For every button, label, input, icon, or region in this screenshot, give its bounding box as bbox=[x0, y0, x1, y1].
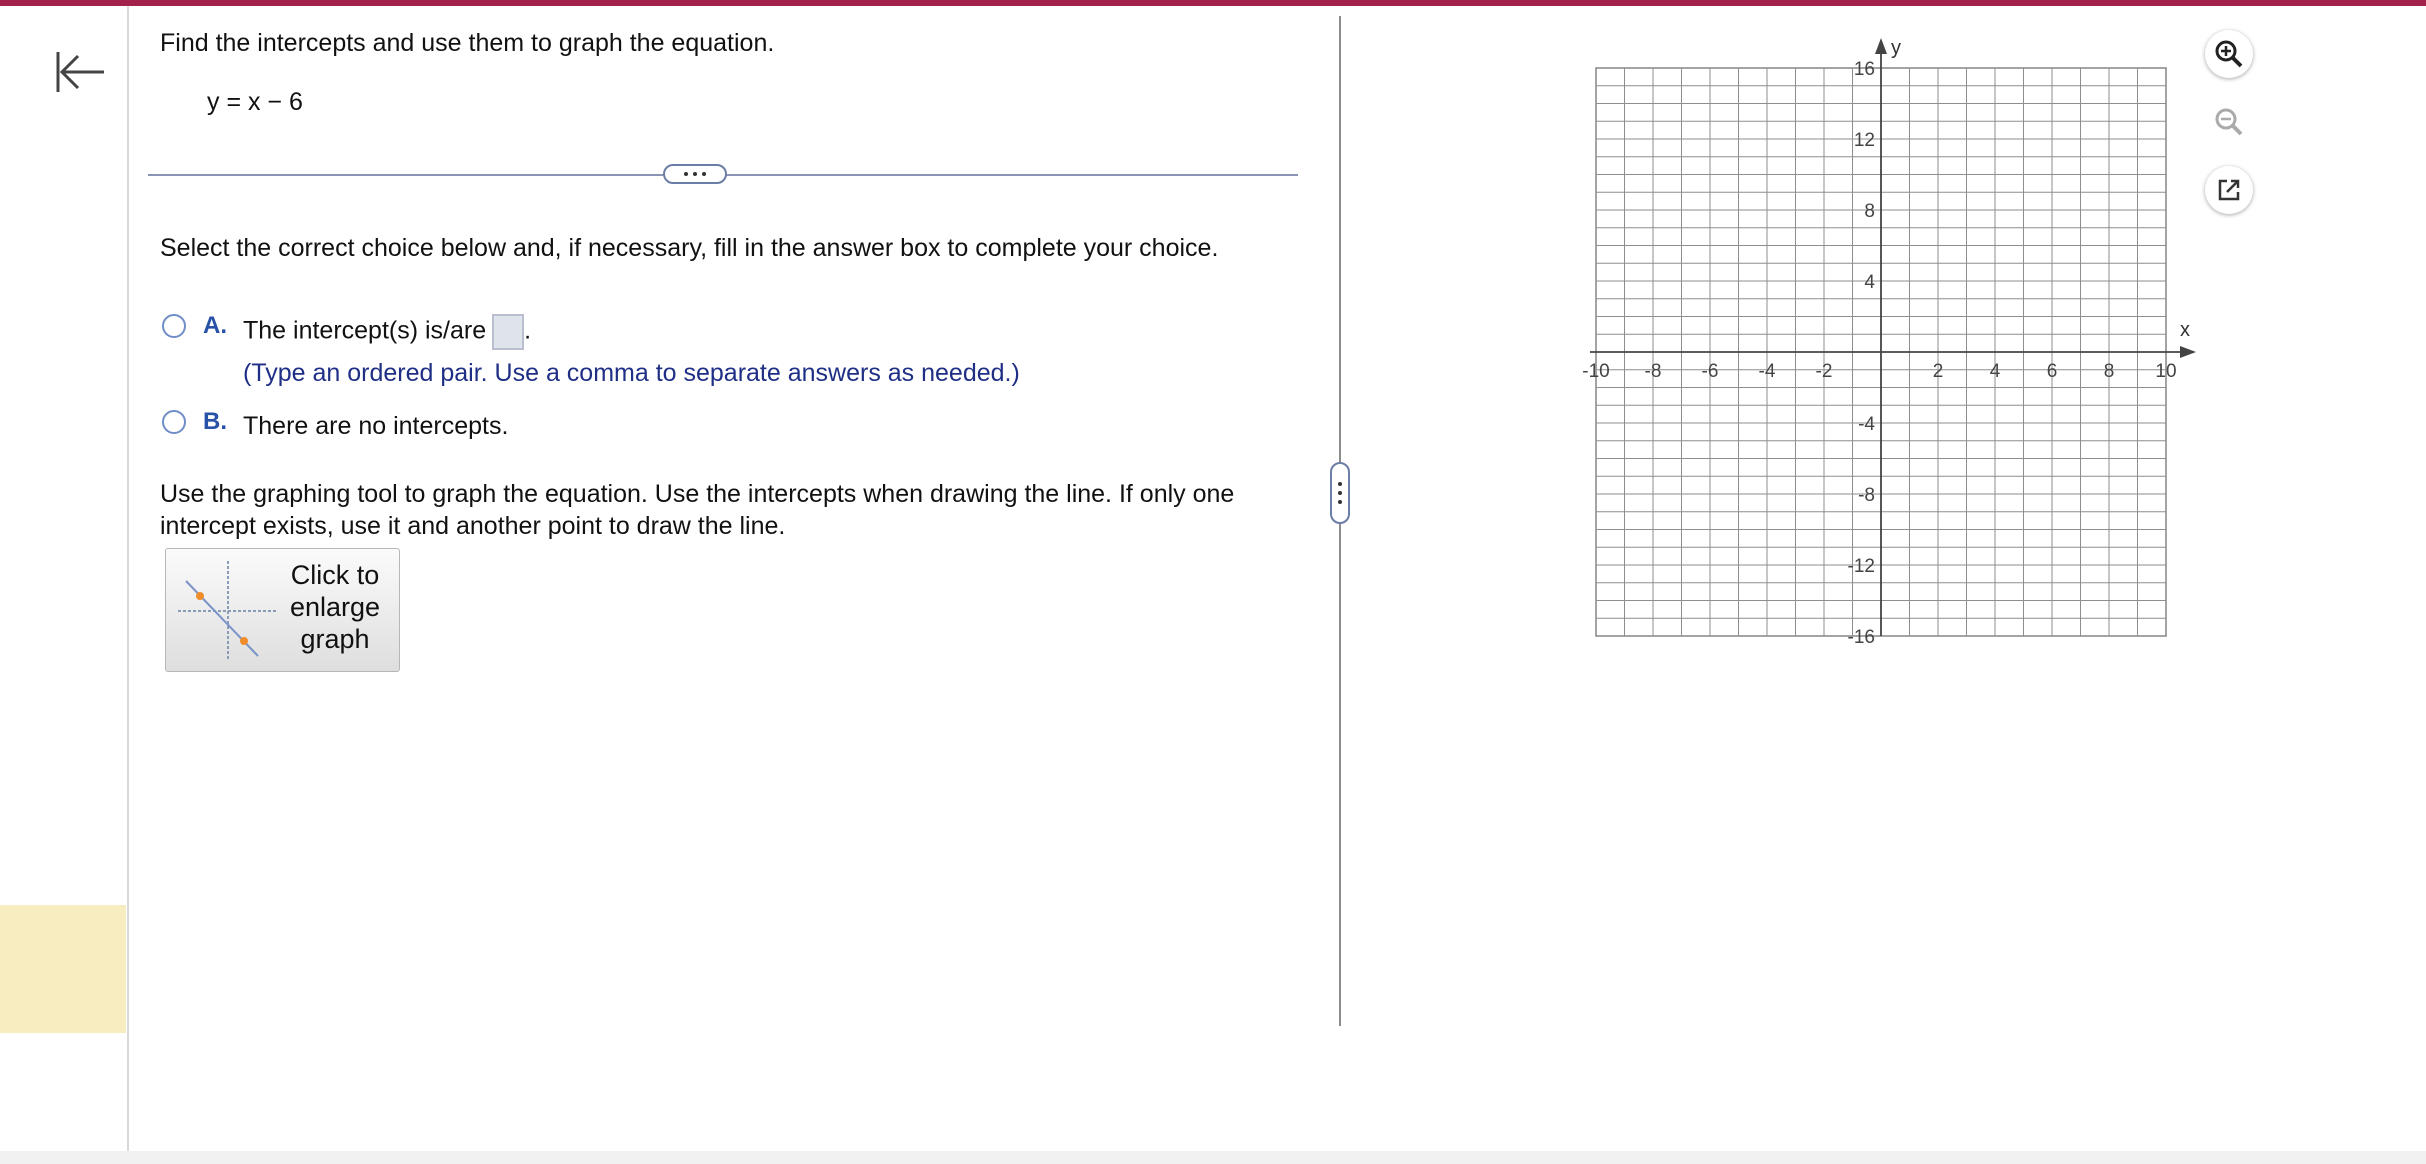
enlarge-graph-button[interactable] bbox=[165, 548, 400, 672]
x-tick-label: -10 bbox=[1582, 361, 1610, 382]
option-a[interactable] bbox=[162, 312, 1020, 389]
x-axis-label: x bbox=[2180, 319, 2190, 341]
y-tick-label: 4 bbox=[1864, 272, 1875, 293]
more-dots-icon bbox=[684, 172, 706, 176]
graph-instruction: Use the graphing tool to graph the equation. Use the intercepts when drawing the line. If only one intercept exists, use it and another point to draw the line. bbox=[160, 480, 1235, 540]
y-axis-label: y bbox=[1891, 37, 1901, 59]
y-tick-label: -16 bbox=[1847, 627, 1875, 648]
y-tick-label: 8 bbox=[1864, 201, 1875, 222]
pane-resize-handle[interactable] bbox=[1330, 462, 1350, 524]
enlarge-graph-label: Click to enlarge graph bbox=[289, 560, 381, 654]
x-tick-label: 2 bbox=[1932, 361, 1944, 382]
collapse-left-icon bbox=[52, 42, 112, 102]
option-b-radio[interactable] bbox=[162, 410, 186, 434]
coordinate-graph[interactable] bbox=[1570, 28, 2210, 658]
option-a-text: The intercept(s) is/are bbox=[243, 316, 487, 345]
option-a-body bbox=[243, 314, 1020, 389]
option-b-text: There are no intercepts. bbox=[243, 412, 509, 440]
x-tick-label: -2 bbox=[1815, 361, 1833, 382]
zoom-in-icon bbox=[2212, 37, 2246, 71]
x-axis-arrow bbox=[2180, 346, 2196, 358]
zoom-in-button[interactable] bbox=[2205, 30, 2253, 78]
left-highlight-block bbox=[0, 905, 126, 1033]
equation: y = x − 6 bbox=[207, 88, 303, 116]
option-b[interactable] bbox=[162, 408, 508, 442]
drag-dots-icon bbox=[1338, 482, 1342, 504]
x-tick-label: 4 bbox=[1989, 361, 2001, 382]
intercept-answer-box[interactable] bbox=[492, 314, 524, 350]
option-a-hint: (Type an ordered pair. Use a comma to separate answers as needed.) bbox=[243, 359, 1020, 387]
y-axis-arrow bbox=[1875, 38, 1887, 54]
back-button[interactable] bbox=[52, 42, 112, 102]
x-tick-label: 6 bbox=[2046, 361, 2058, 382]
select-instruction: Select the correct choice below and, if necessary, fill in the answer box to complete your choice. bbox=[160, 234, 1219, 262]
expand-handle[interactable] bbox=[663, 164, 727, 184]
zoom-out-button[interactable] bbox=[2205, 98, 2253, 146]
option-a-radio[interactable] bbox=[162, 314, 186, 338]
x-tick-label: -4 bbox=[1758, 361, 1776, 382]
popout-button[interactable] bbox=[2205, 166, 2253, 214]
y-tick-label: -8 bbox=[1858, 485, 1875, 506]
zoom-out-icon bbox=[2212, 105, 2246, 139]
x-tick-label: -6 bbox=[1701, 361, 1719, 382]
question-prompt: Find the intercepts and use them to graph the equation. bbox=[160, 29, 775, 57]
popout-icon bbox=[2214, 175, 2244, 205]
x-tick-label: 10 bbox=[2155, 361, 2177, 382]
y-tick-label: -4 bbox=[1858, 414, 1875, 435]
top-accent-bar bbox=[0, 0, 2426, 6]
graph-thumbnail-icon bbox=[178, 561, 278, 661]
option-a-suffix: . bbox=[524, 316, 532, 345]
y-tick-label: 16 bbox=[1853, 59, 1875, 80]
bottom-bar bbox=[0, 1151, 2426, 1164]
option-b-letter: B. bbox=[203, 408, 227, 435]
y-tick-label: -12 bbox=[1847, 556, 1875, 577]
x-tick-label: -8 bbox=[1644, 361, 1662, 382]
x-tick-label: 8 bbox=[2103, 361, 2115, 382]
y-tick-label: 12 bbox=[1853, 130, 1875, 151]
option-a-letter: A. bbox=[203, 312, 227, 339]
